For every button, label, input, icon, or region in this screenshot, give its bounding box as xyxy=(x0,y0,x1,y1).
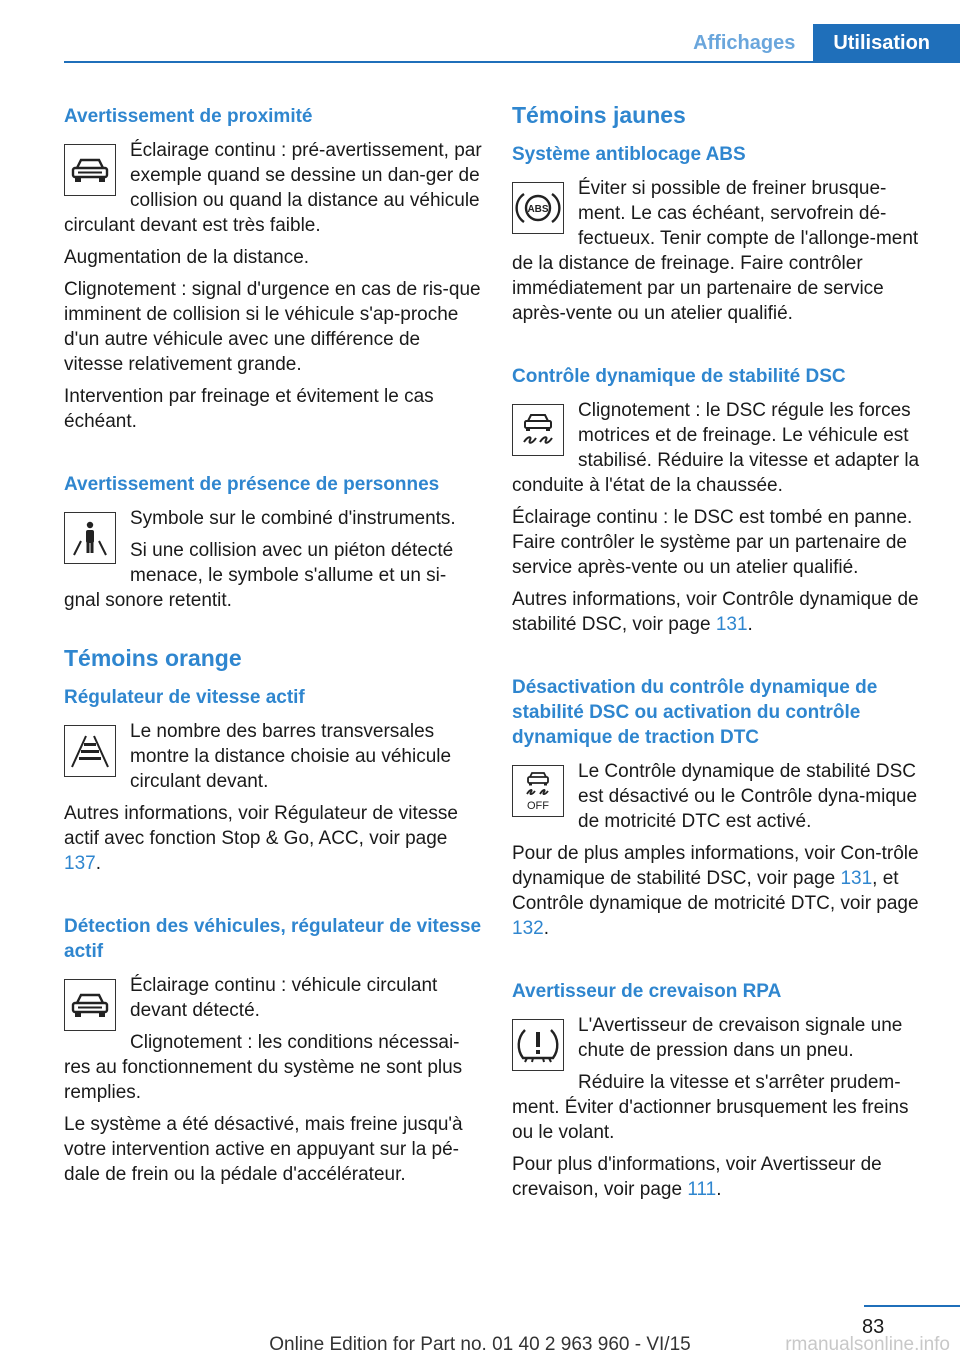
tire-pressure-warning-icon xyxy=(512,1019,564,1071)
right-column xyxy=(512,100,932,1209)
dsc-off-icon-label: OFF xyxy=(527,800,549,812)
text-paragraph: Réduire la vitesse et s'arrêter prudem-ment. Éviter d'actionner brusquement les freins ou le volant. xyxy=(512,1072,909,1143)
dsc-off-icon xyxy=(512,765,564,817)
page-link-131[interactable]: 131 xyxy=(715,614,748,635)
text-paragraph: Autres informations, voir Contrôle dynamique de stabilité DSC, voir page 131. xyxy=(512,589,919,635)
text-paragraph: Pour plus d'informations, voir Avertisseur de crevaison, voir page 111. xyxy=(512,1154,882,1200)
text-paragraph: Le système a été désactivé, mais freine jusqu'à votre intervention active en appuyant sur la pé-dale de frein ou la pédale d'accélérateur. xyxy=(64,1114,463,1185)
text-paragraph: Éclairage continu : véhicule circulant devant détecté. xyxy=(130,975,438,1021)
text-paragraph: Clignotement : le DSC régule les forces motrices et de freinage. Le véhicule est stabilisé. Réduire la vitesse et adapter la conduite à l'état de la chaussée. xyxy=(512,400,920,496)
pedestrian-icon xyxy=(64,512,116,564)
page-link-132[interactable]: 132 xyxy=(512,918,544,939)
tab-utilisation[interactable]: Utilisation xyxy=(813,24,960,62)
abs-icon xyxy=(512,182,564,234)
skidding-car-icon xyxy=(512,404,564,456)
text-paragraph: Éclairage continu : le DSC est tombé en panne. Faire contrôler le système par un partenaire de service après-vente ou un atelier qualifié. xyxy=(512,507,913,578)
page-link-131[interactable]: 131 xyxy=(840,868,873,889)
heading-orange-lights: Témoins orange xyxy=(64,645,242,671)
page-number: 83 xyxy=(862,1316,885,1338)
car-front-icon xyxy=(64,144,116,196)
text-paragraph: Si une collision avec un piéton détecté menace, le symbole s'allume et un si-gnal sonore retentit. xyxy=(64,540,454,611)
abs-icon-label: ABS xyxy=(527,204,549,215)
chapter-tabs xyxy=(675,24,960,62)
watermark: rmanualsonline.info xyxy=(785,1334,950,1355)
text-paragraph: Augmentation de la distance. xyxy=(64,247,310,268)
text-paragraph: Le Contrôle dynamique de stabilité DSC est désactivé ou le Contrôle dyna-mique de motricité DTC est activé. xyxy=(578,761,918,832)
text-paragraph: L'Avertisseur de crevaison signale une chute de pression dans un pneu. xyxy=(578,1015,903,1061)
distance-bars-icon xyxy=(64,725,116,777)
heading-abs: Système antiblocage ABS xyxy=(512,144,746,165)
text-paragraph: Éclairage continu : pré-avertissement, par exemple quand se dessine un dan-ger de collision ou quand la distance au véhicule circulant devant est très faible. xyxy=(64,140,482,236)
text-paragraph: Éviter si possible de freiner brusque-ment. Le cas échéant, servofrein dé-fectueux. Tenir compte de l'allonge-ment de la distance de freinage. Faire contrôler immédiatement par un partenaire de service après-vente ou un atelier qualifié. xyxy=(512,178,919,324)
heading-rpa: Avertisseur de crevaison RPA xyxy=(512,981,782,1002)
tab-affichages[interactable]: Affichages xyxy=(693,32,796,54)
text-paragraph: Symbole sur le combiné d'instruments. xyxy=(130,508,456,529)
footer-rule xyxy=(864,1305,960,1307)
page-link-137[interactable]: 137 xyxy=(64,853,96,874)
heading-dsc: Contrôle dynamique de stabilité DSC xyxy=(512,366,846,387)
car-front-icon xyxy=(64,979,116,1031)
text-paragraph: Clignotement : signal d'urgence en cas de ris-que imminent de collision si le véhicule s'ap-proche d'un autre véhicule avec une différence de vitesse relativement grande. xyxy=(64,279,481,375)
page-link-111[interactable]: 111 xyxy=(687,1179,717,1200)
heading-active-cruise-control: Régulateur de vitesse actif xyxy=(64,687,305,708)
edition-footer: Online Edition for Part no. 01 40 2 963 960 - VI/15 xyxy=(269,1334,691,1355)
text-paragraph: Intervention par freinage et évitement le cas échéant. xyxy=(64,386,434,432)
text-paragraph: Le nombre des barres transversales montre la distance choisie au véhicule circulant devant. xyxy=(130,721,452,792)
heading-dsc-off-dtc: Désactivation du contrôle dynamique de stabilité DSC ou activation du contrôle dynamique de traction DTC xyxy=(512,677,878,748)
text-paragraph: Clignotement : les conditions nécessai-res au fonctionnement du système ne sont plus remplies. xyxy=(64,1032,463,1103)
left-column xyxy=(64,100,482,1194)
text-paragraph: Pour de plus amples informations, voir Con-trôle dynamique de stabilité DSC, voir page 131, et Contrôle dynamique de motricité DTC, voir page 132. xyxy=(512,843,919,939)
heading-vehicle-detection: Détection des véhicules, régulateur de vitesse actif xyxy=(64,916,482,962)
text-paragraph: Autres informations, voir Régulateur de vitesse actif avec fonction Stop & Go, ACC, voir page 137. xyxy=(64,803,458,874)
heading-proximity-warning: Avertissement de proximité xyxy=(64,106,313,127)
header-rule xyxy=(64,61,960,63)
heading-yellow-lights: Témoins jaunes xyxy=(512,102,686,128)
heading-pedestrian-warning: Avertissement de présence de personnes xyxy=(64,474,440,495)
